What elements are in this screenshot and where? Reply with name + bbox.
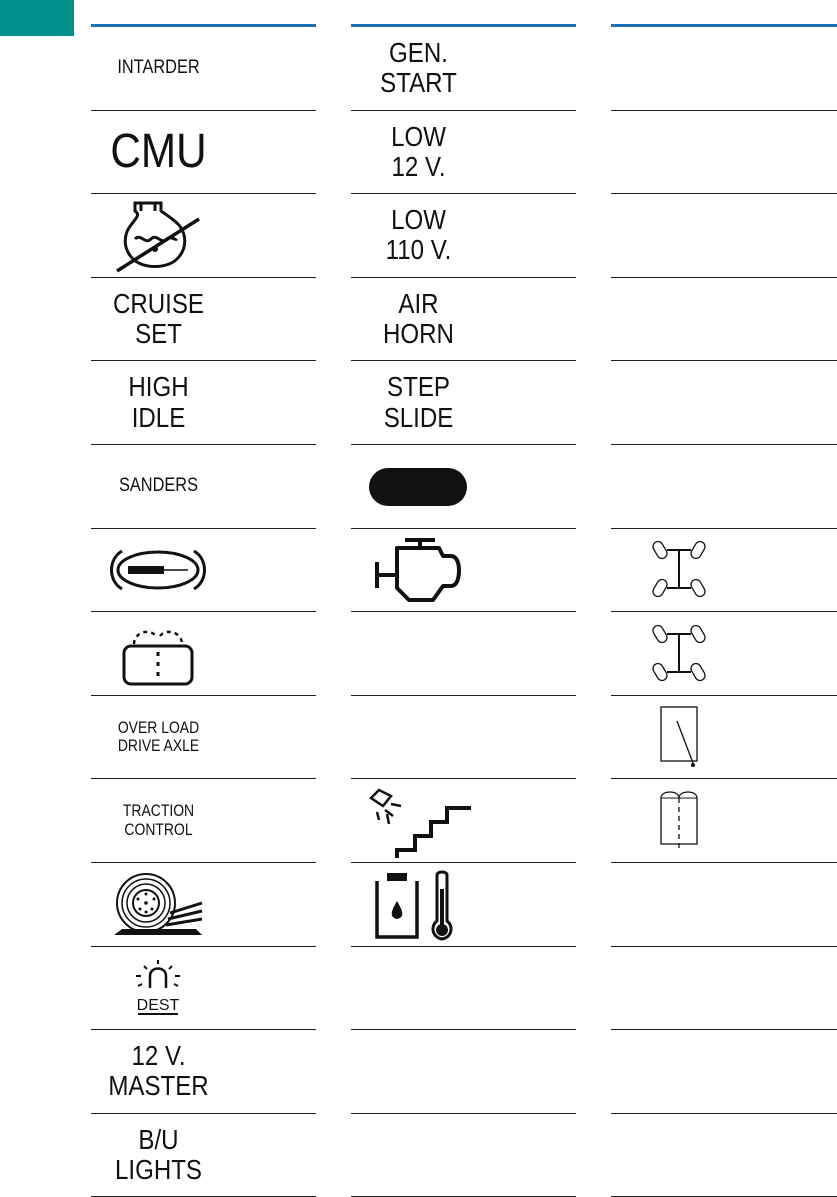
switch-cell: [611, 529, 837, 613]
switch-label: [100, 361, 216, 444]
switch-label-line: OVER LOAD: [117, 717, 200, 737]
switch-label-line: MASTER: [108, 1070, 209, 1102]
switch-label: [100, 1030, 216, 1113]
switch-label-line: SLIDE: [383, 401, 454, 433]
switch-label: [360, 278, 476, 361]
step-light-icon: [363, 784, 473, 858]
switch-cell: [611, 111, 837, 195]
switch-cell: [91, 445, 316, 529]
switch-label-line: HORN: [383, 318, 454, 350]
switch-cell: [351, 612, 576, 696]
switch-cell: [611, 696, 837, 780]
switch-label: [103, 696, 214, 779]
switch-cell: [611, 361, 837, 445]
switch-cell: [91, 863, 316, 947]
blank-pill-icon: [368, 467, 468, 507]
switch-label: [360, 194, 476, 277]
switch-cell: [91, 529, 316, 613]
door-ajar-icon: [657, 705, 701, 771]
switch-cell: [351, 696, 576, 780]
switch-label-line: GEN.: [389, 37, 448, 69]
switch-cell: [351, 1030, 576, 1114]
switch-cell: [351, 1114, 576, 1197]
switch-label: [100, 278, 216, 361]
brake-lining-icon: [106, 547, 210, 593]
switch-cell: [351, 111, 576, 195]
switch-label-line: LIGHTS: [115, 1154, 202, 1186]
oil-temperature-icon: [373, 869, 463, 941]
switch-cell: [351, 278, 576, 362]
engine-brake-off-icon: [113, 199, 203, 273]
switch-label-line: STEP: [387, 371, 450, 403]
switch-cell: [91, 612, 316, 696]
switch-label-line: SET: [135, 318, 182, 350]
switch-label-line: LOW: [391, 120, 446, 152]
switch-cell: [611, 612, 837, 696]
switch-label-line: 12 V.: [391, 150, 446, 182]
switch-cell: [91, 1114, 316, 1197]
switch-cell: [91, 947, 316, 1031]
switch-cell: [351, 445, 576, 529]
icon-label: DEST: [136, 997, 180, 1015]
switch-label: [360, 27, 476, 110]
switch-cell: [91, 361, 316, 445]
switch-cell: [611, 445, 837, 529]
switch-label-line: DRIVE AXLE: [117, 736, 200, 756]
switch-cell: [611, 947, 837, 1031]
switch-label-line: START: [380, 67, 457, 99]
switch-label: [100, 1114, 216, 1197]
switch-label-line: TRACTION: [122, 801, 195, 821]
switch-cell: [611, 863, 837, 947]
switch-cell: [611, 27, 837, 111]
switch-cell: [611, 779, 837, 863]
switch-label: [99, 111, 218, 194]
switch-label-line: 110 V.: [385, 234, 452, 266]
switch-label-line: CMU: [110, 124, 207, 178]
switch-label-line: AIR: [398, 287, 439, 319]
kneeling-rear-icon: [649, 623, 709, 685]
switch-cell: [91, 27, 316, 111]
switch-cell: [351, 529, 576, 613]
switch-label-line: HIGH: [128, 371, 189, 403]
switch-cell: [351, 361, 576, 445]
switch-label-line: CRUISE: [113, 287, 204, 319]
switch-cell: [611, 194, 837, 278]
switch-label-line: B/U: [138, 1123, 179, 1155]
kneeling-front-icon: [649, 539, 709, 601]
switch-cell: [91, 779, 316, 863]
switch-cell: [351, 194, 576, 278]
switch-cell: [351, 27, 576, 111]
wheel-spin-icon: [112, 873, 204, 937]
switch-label-line: 12 V.: [131, 1040, 186, 1072]
switch-column-3: [611, 24, 837, 27]
switch-label: [360, 361, 476, 444]
switch-cell: [611, 1030, 837, 1114]
switch-cell: [351, 779, 576, 863]
switch-cell: [351, 947, 576, 1031]
switch-cell: [611, 1114, 837, 1197]
switch-column-1: [91, 24, 316, 1186]
switch-cell: [91, 1030, 316, 1114]
switch-label: [100, 27, 216, 110]
double-door-icon: [657, 788, 701, 854]
switch-label-line: LOW: [391, 204, 446, 236]
section-tab: [0, 0, 74, 36]
switch-label-line: SANDERS: [118, 475, 198, 497]
switch-cell: [91, 194, 316, 278]
switch-cell: [351, 863, 576, 947]
switch-label-line: IDLE: [131, 401, 186, 433]
emergency-door-icon: [120, 622, 196, 686]
switch-label-line: INTARDER: [117, 57, 200, 79]
switch-cell: [611, 278, 837, 362]
switch-column-2: [351, 24, 576, 433]
switch-label: [103, 779, 214, 862]
switch-cell: [91, 278, 316, 362]
switch-cell: [91, 696, 316, 780]
switch-label: [100, 445, 216, 528]
switch-label: [360, 111, 476, 194]
switch-label-line: CONTROL: [124, 819, 193, 839]
switch-cell: [91, 111, 316, 195]
destination-sign-icon: [128, 958, 188, 1018]
check-engine-icon: [373, 534, 463, 606]
